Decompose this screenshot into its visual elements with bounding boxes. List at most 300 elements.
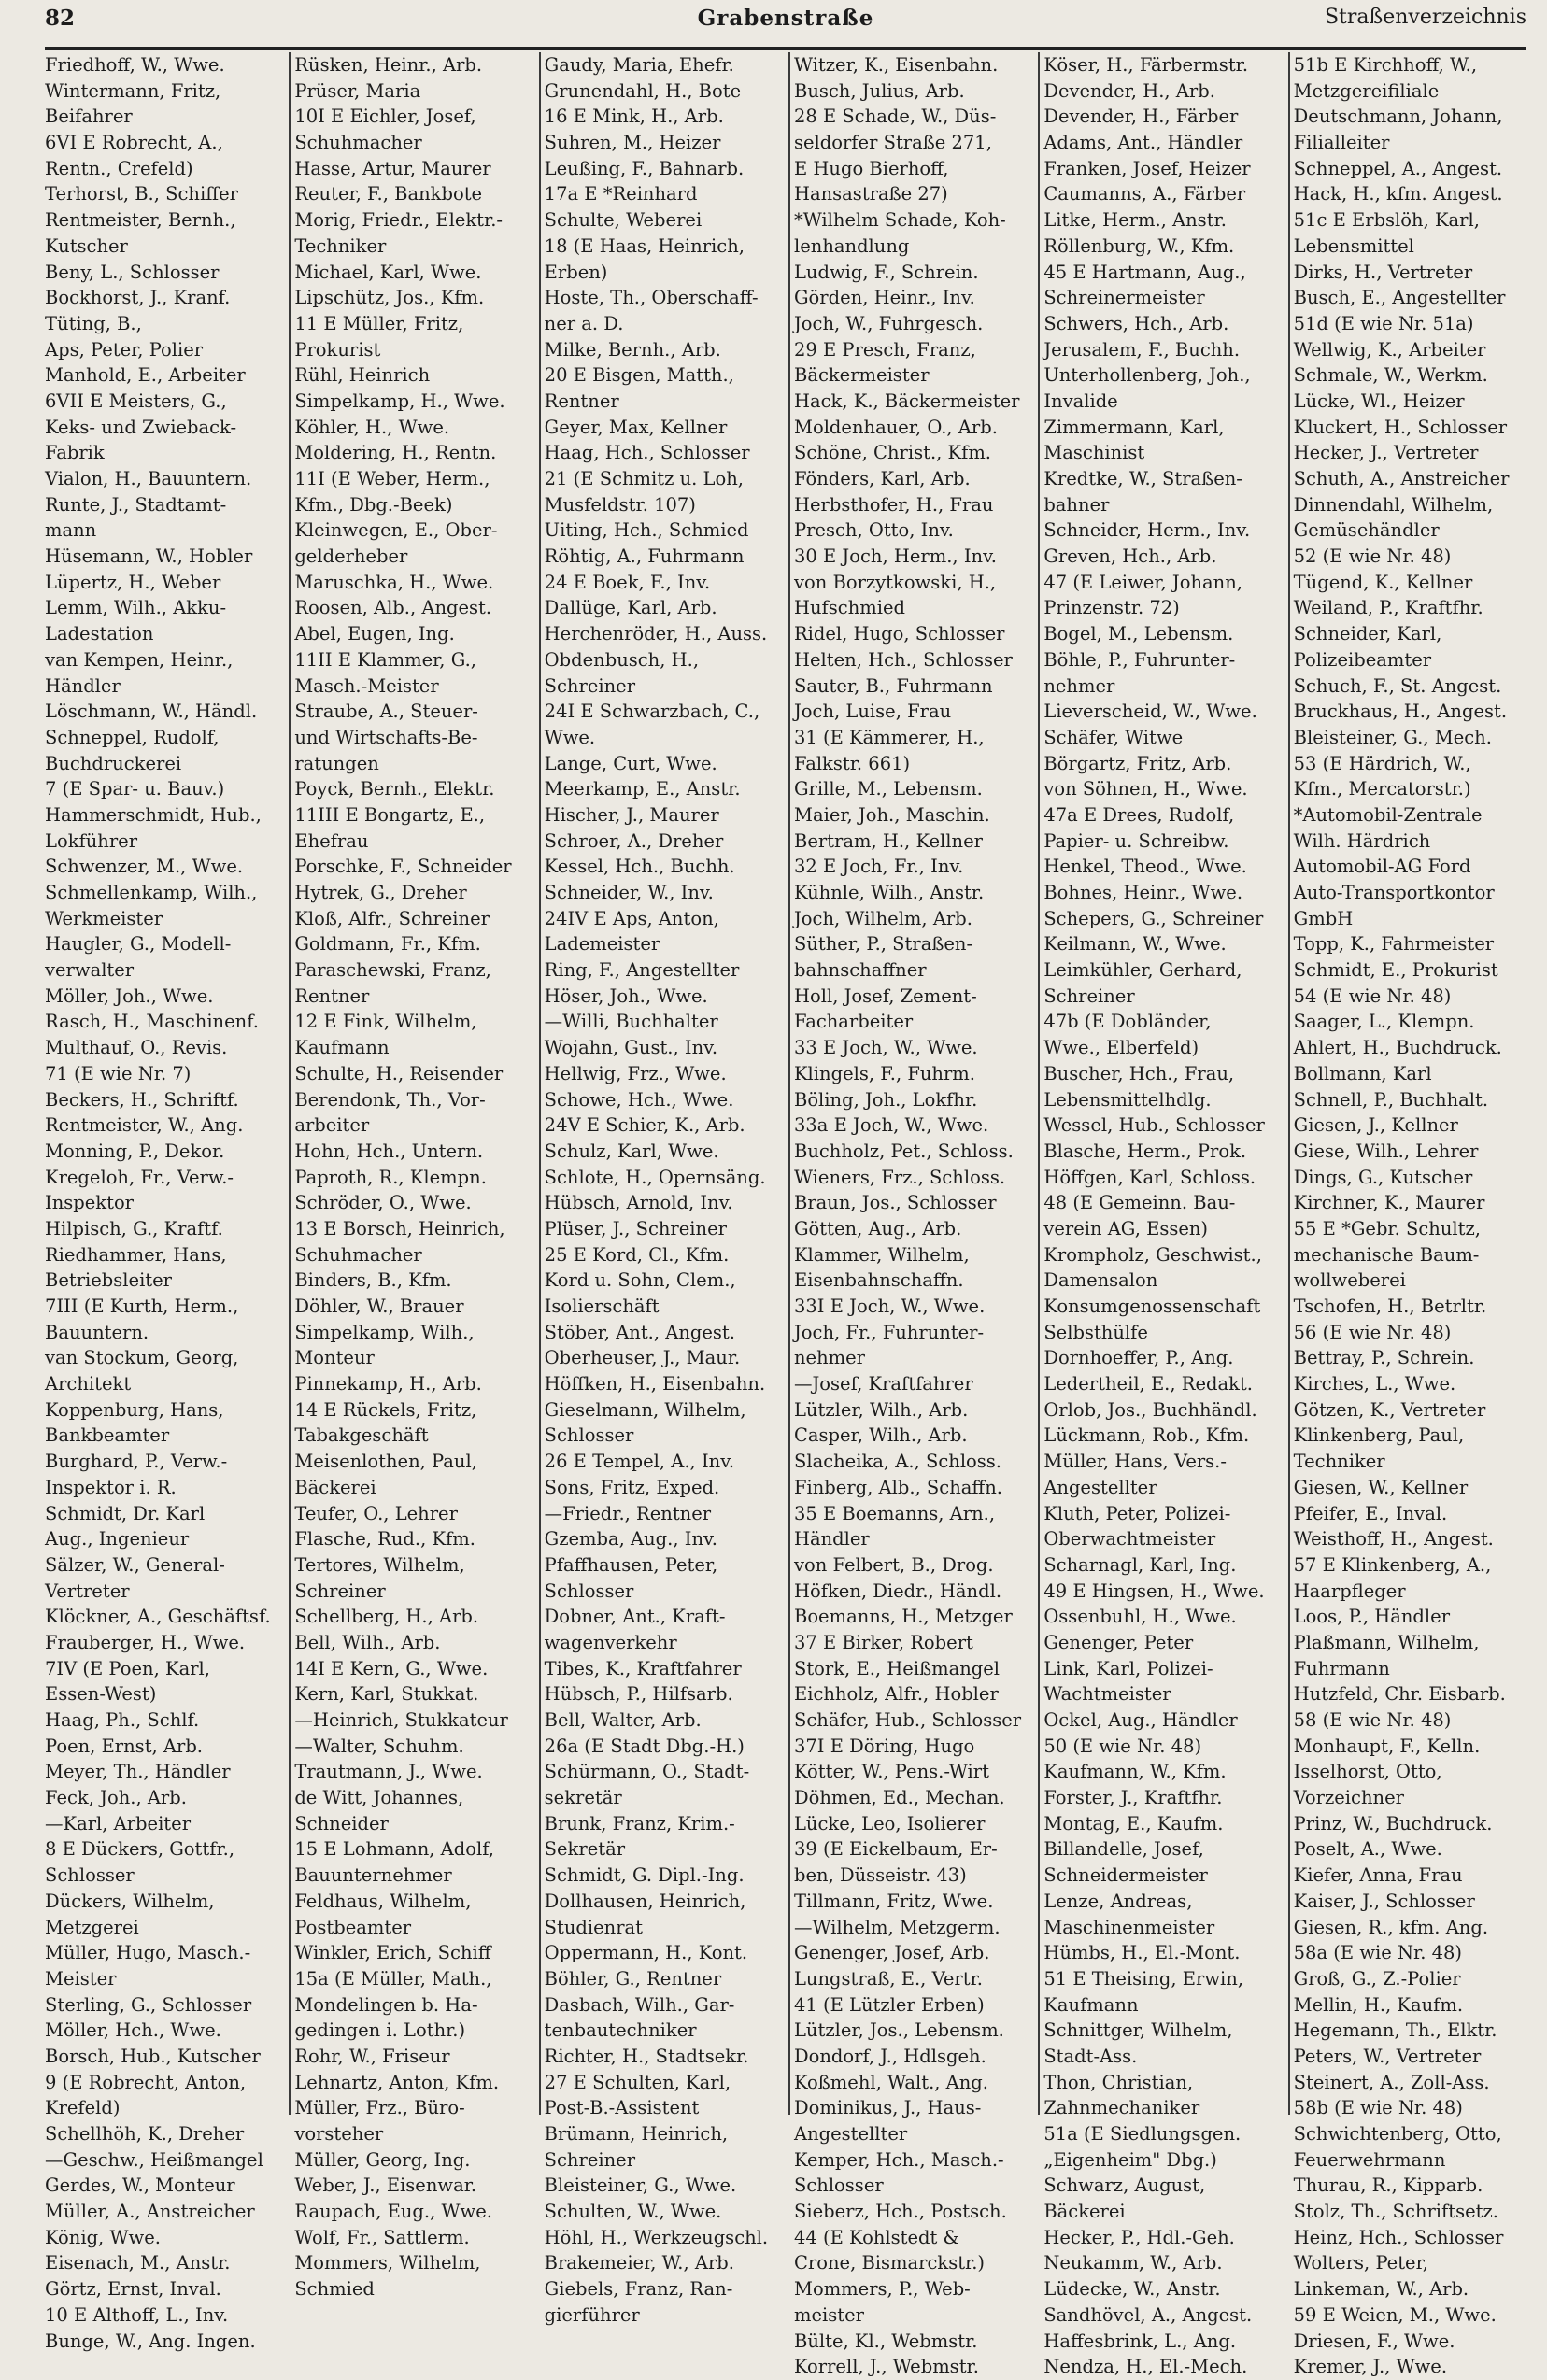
directory-entry-line: Post-B.-Assistent [544, 2097, 700, 2119]
directory-entry-line: Bohnes, Heinr., Wwe. [1043, 882, 1243, 903]
directory-entry-line: Feuerwehrmann [1293, 2148, 1446, 2171]
directory-entry-line: Jerusalem, F., Buchh. [1043, 338, 1241, 361]
directory-entry-line: Monhaupt, F., Kelln. [1293, 1735, 1481, 1757]
directory-entry-line: Bülte, Kl., Webmstr. [793, 2330, 978, 2352]
directory-entry-line: Mommers, P., Web- [793, 2278, 971, 2301]
directory-entry-line: Wintermann, Fritz, [45, 79, 221, 102]
directory-entry-line: Schöne, Christ., Kfm. [793, 442, 992, 464]
directory-entry-line: Multhauf, O., Revis. [45, 1037, 228, 1059]
directory-entry-line: Zimmermann, Karl, [1043, 416, 1225, 438]
directory-entry-line: Schuhmacher [294, 132, 422, 154]
directory-entry-line: Gzemba, Aug., Inv. [544, 1528, 717, 1551]
directory-entry-line: Orlob, Jos., Buchhändl. [1043, 1398, 1257, 1421]
directory-entry-line: Müller, Hugo, Masch.- [45, 1942, 251, 1964]
directory-entry-line: *Wilhelm Schade, Koh- [793, 209, 1006, 232]
directory-entry-line: Höffgen, Karl, Schloss. [1043, 1166, 1256, 1188]
directory-entry-line: Fönders, Karl, Arb. [793, 468, 971, 489]
directory-entry-line: Falkstr. 661) [793, 752, 911, 774]
directory-entry-line: Fabrik [45, 442, 105, 464]
directory-entry-line: 59 E Weien, M., Wwe. [1293, 2303, 1497, 2326]
directory-entry-line: Haag, Hch., Schlosser [544, 442, 750, 464]
directory-entry-line: Götten, Aug., Arb. [793, 1217, 962, 1240]
page-header [45, 4, 1526, 39]
directory-entry-line: Joch, Wilhelm, Arb. [793, 907, 972, 929]
directory-entry-line: Paraschewski, Franz, [294, 959, 491, 982]
directory-entry-line: Buchholz, Pet., Schloss. [793, 1140, 1014, 1162]
directory-entry-line: Grunendahl, H., Bote [544, 79, 742, 102]
directory-entry-line: Studienrat [544, 1916, 644, 1938]
directory-entry-line: Kessel, Hch., Buchh. [544, 856, 735, 878]
directory-entry-line: 21 (E Schmitz u. Loh, [544, 468, 744, 489]
directory-entry-line: Bollmann, Karl [1293, 1062, 1432, 1084]
directory-entry-line: Dornhoeffer, P., Ang. [1043, 1347, 1234, 1369]
directory-entry-line: Schmidt, G. Dipl.-Ing. [544, 1864, 745, 1887]
directory-entry-line: Schmellenkamp, Wilh., [45, 882, 258, 903]
directory-entry-line: Müller, Georg, Ing. [294, 2148, 471, 2171]
directory-entry-line: Bell, Walter, Arb. [544, 1709, 702, 1731]
directory-entry-line: Lückmann, Rob., Kfm. [1043, 1424, 1250, 1447]
directory-entry-line: Kleinwegen, E., Ober- [294, 519, 498, 542]
directory-entry-line: Prüser, Maria [294, 79, 421, 102]
directory-entry-line: Terhorst, B., Schiffer [45, 183, 238, 205]
directory-entry-line: 48 (E Gemeinn. Bau- [1043, 1192, 1236, 1214]
directory-entry-line: Devender, H., Färber [1043, 106, 1239, 128]
directory-entry-line: Kern, Karl, Stukkat. [294, 1683, 479, 1706]
directory-entry-line: Abel, Eugen, Ing. [294, 623, 455, 645]
directory-entry-line: Wolf, Fr., Sattlerm. [294, 2226, 470, 2248]
directory-entry-line: Schlosser [544, 1580, 634, 1602]
directory-entry-line: Meisenlothen, Paul, [294, 1451, 477, 1473]
directory-entry-line: Presch, Otto, Inv. [793, 519, 954, 542]
directory-entry-line: Techniker [294, 234, 387, 257]
directory-entry-line: Milke, Bernh., Arb. [544, 338, 721, 361]
directory-entry-line: Schepers, G., Schreiner [1043, 907, 1264, 929]
directory-entry-line: Gaudy, Maria, Ehefr. [544, 54, 734, 76]
directory-entry-line: Bleisteiner, G., Mech. [1293, 726, 1492, 748]
directory-entry-line: Hack, K., Bäckermeister [793, 390, 1020, 412]
directory-entry-line: Krompholz, Geschwist., [1043, 1243, 1262, 1266]
directory-entry-line: Reuter, F., Bankbote [294, 183, 483, 205]
directory-entry-line: Meerkamp, E., Anstr. [544, 778, 741, 800]
directory-entry-line: Lungstraß, E., Vertr. [793, 1967, 983, 1990]
directory-entry-line: gedingen i. Lothr.) [294, 2019, 466, 2042]
directory-entry-line: Eichholz, Alfr., Hobler [793, 1683, 999, 1706]
directory-entry-line: Hecker, P., Hdl.-Geh. [1043, 2226, 1235, 2248]
directory-entry-line: Lützler, Wilh., Arb. [793, 1398, 969, 1421]
directory-entry-line: Sterling, G., Schlosser [45, 1993, 252, 2016]
directory-entry-line: 14I E Kern, G., Wwe. [294, 1657, 489, 1679]
directory-entry-line: Koßmehl, Walt., Ang. [793, 2071, 988, 2093]
directory-entry-line: Steinert, A., Zoll-Ass. [1293, 2071, 1490, 2093]
directory-entry-line: Kluckert, H., Schlosser [1293, 416, 1508, 438]
directory-entry-line: Holl, Josef, Zement- [793, 985, 977, 1007]
directory-entry-line: Schneppel, Rudolf, [45, 726, 220, 748]
directory-entry-line: Hegemann, Th., Elktr. [1293, 2019, 1497, 2042]
directory-entry-line: mann [45, 519, 97, 542]
directory-entry-line: Poen, Ernst, Arb. [45, 1735, 204, 1757]
directory-entry-line: Schlote, H., Opernsäng. [544, 1166, 766, 1188]
directory-entry-line: Genenger, Peter [1043, 1631, 1194, 1653]
directory-entry-line: Hansastraße 27) [793, 183, 948, 205]
directory-entry-line: von Borzytkowski, H., [793, 571, 997, 593]
directory-entry-line: Herbsthofer, H., Frau [793, 493, 994, 516]
directory-entry-line: 39 (E Eickelbaum, Er- [793, 1838, 998, 1861]
directory-entry-line: Feck, Joh., Arb. [45, 1787, 187, 1809]
directory-entry-line: —Geschw., Heißmangel [45, 2148, 263, 2171]
directory-entry-line: Hübsch, P., Hilfsarb. [544, 1683, 733, 1706]
directory-entry-line: Rentmeister, Bernh., [45, 209, 236, 232]
directory-entry-line: Kutscher [45, 234, 128, 257]
directory-entry-line: Lücke, Wl., Heizer [1293, 390, 1465, 412]
directory-entry-line: 33a E Joch, W., Wwe. [793, 1114, 989, 1137]
directory-entry-line: Konsumgenossenschaft [1043, 1296, 1261, 1317]
directory-entry-line: Burghard, P., Verw.- [45, 1451, 228, 1473]
directory-entry-line: 33 E Joch, W., Wwe. [793, 1037, 978, 1059]
directory-entry-line: Lüpertz, H., Weber [45, 571, 221, 593]
directory-entry-line: Runte, J., Stadtamt- [45, 493, 227, 516]
directory-entry-line: Giesen, J., Kellner [1293, 1114, 1458, 1137]
directory-entry-line: 20 E Bisgen, Matth., [544, 364, 734, 387]
directory-entry-line: Franken, Josef, Heizer [1043, 157, 1251, 179]
directory-entry-line: Ludwig, F., Schrein. [793, 261, 979, 283]
directory-entry-line: Angestellter [793, 2123, 908, 2145]
directory-entry-line: Maruschka, H., Wwe. [294, 571, 494, 593]
section-title: Straßenverzeichnis [1324, 6, 1526, 29]
directory-entry-line: Betriebsleiter [45, 1269, 173, 1292]
directory-entry-line: Schneider, Herm., Inv. [1043, 519, 1251, 542]
directory-entry-line: Sieberz, Hch., Postsch. [793, 2201, 1007, 2223]
directory-entry-line: Böhler, G., Rentner [544, 1967, 722, 1990]
directory-entry-line: 13 E Borsch, Heinrich, [294, 1217, 505, 1240]
directory-entry-line: Wilh. Härdrich [1293, 829, 1431, 852]
directory-entry-line: Hoste, Th., Oberschaff- [544, 287, 759, 309]
directory-entry-line: Selbsthülfe [1043, 1321, 1148, 1343]
directory-entry-line: 29 E Presch, Franz, [793, 338, 976, 361]
directory-entry-line: Rentner [294, 985, 370, 1007]
directory-entry-line: Moldering, H., Rentn. [294, 442, 497, 464]
directory-entry-line: Süther, P., Straßen- [793, 933, 973, 956]
directory-entry-line: Ockel, Aug., Händler [1043, 1709, 1238, 1731]
directory-entry-line: Schürmann, O., Stadt- [544, 1761, 750, 1783]
directory-entry-line: Ahlert, H., Buchdruck. [1293, 1037, 1502, 1059]
directory-entry-line: 37I E Döring, Hugo [793, 1735, 975, 1757]
directory-entry-line: Obdenbusch, H., [544, 648, 700, 671]
directory-entry-line: arbeiter [294, 1114, 370, 1137]
directory-entry-line: Groß, G., Z.-Polier [1293, 1967, 1461, 1990]
directory-entry-line: Raupach, Eug., Wwe. [294, 2201, 492, 2223]
directory-entry-line: Möller, Hch., Wwe. [45, 2019, 221, 2042]
directory-entry-line: Pfaffhausen, Peter, [544, 1553, 718, 1576]
directory-entry-line: 50 (E wie Nr. 48) [1043, 1735, 1202, 1757]
directory-entry-line: Crone, Bismarckstr.) [793, 2252, 986, 2274]
directory-entry-line: Ehefrau [294, 829, 369, 852]
directory-entry-line: Giebels, Franz, Ran- [544, 2278, 733, 2301]
directory-entry-line: Hübsch, Arnold, Inv. [544, 1192, 733, 1214]
directory-entry-line: Kaiser, J., Schlosser [1293, 1890, 1475, 1912]
directory-entry-line: Bogel, M., Lebensm. [1043, 623, 1234, 645]
directory-entry-line: Adams, Ant., Händler [1043, 132, 1243, 154]
directory-entry-line: Meyer, Th., Händler [45, 1761, 231, 1783]
directory-entry-line: Kaufmann [1043, 1993, 1139, 2016]
directory-column [1288, 52, 1538, 2378]
directory-entry-line: Filialleiter [1293, 132, 1390, 154]
directory-entry-line: Braun, Jos., Schlosser [793, 1192, 997, 1214]
directory-entry-line: Haag, Ph., Schlf. [45, 1709, 200, 1731]
directory-entry-line: Morig, Friedr., Elektr.- [294, 209, 503, 232]
directory-entry-line: Schreiner [544, 674, 636, 697]
directory-entry-line: Kord u. Sohn, Clem., [544, 1269, 736, 1292]
directory-entry-line: Roosen, Alb., Angest. [294, 597, 492, 619]
directory-entry-line: Lebensmittelhdlg. [1043, 1088, 1212, 1111]
directory-entry-line: Leußing, F., Bahnarb. [544, 157, 745, 179]
directory-entry-line: Krefeld) [45, 2097, 121, 2119]
directory-entry-line: Höfken, Diedr., Händl. [793, 1580, 1002, 1602]
directory-entry-line: Haugler, G., Modell- [45, 933, 232, 956]
directory-entry-line: Schreiner [294, 1580, 386, 1602]
directory-entry-line: Lücke, Leo, Isolierer [793, 1812, 986, 1835]
directory-entry-line: 30 E Joch, Herm., Inv. [793, 545, 997, 568]
directory-entry-line: Stöber, Ant., Angest. [544, 1321, 735, 1343]
directory-entry-line: Helten, Hch., Schlosser [793, 648, 1013, 671]
directory-entry-line: Hammerschmidt, Hub., [45, 803, 262, 826]
directory-entry-line: Stork, E., Heißmangel [793, 1657, 1001, 1679]
directory-entry-line: Dirks, H., Vertreter [1293, 261, 1473, 283]
directory-entry-line: Tabakgeschäft [294, 1424, 429, 1447]
directory-entry-line: Aps, Peter, Polier [45, 338, 204, 361]
directory-entry-line: von Söhnen, H., Wwe. [1043, 778, 1248, 800]
directory-entry-line: Boemanns, H., Metzger [793, 1606, 1013, 1628]
directory-entry-line: Prinz, W., Buchdruck. [1293, 1812, 1493, 1835]
directory-entry-line: Metzgerei [45, 1916, 139, 1938]
directory-entry-line: 17a E *Reinhard [544, 183, 698, 205]
directory-entry-line: gelderheber [294, 545, 408, 568]
directory-entry-line: —Heinrich, Stukkateur [294, 1709, 508, 1731]
directory-entry-line: Rühl, Heinrich [294, 364, 431, 387]
directory-entry-line: Wellwig, K., Arbeiter [1293, 338, 1486, 361]
directory-entry-line: Schuhmacher [294, 1243, 422, 1266]
directory-entry-line: ratungen [294, 752, 379, 774]
directory-entry-line: Oberheuser, J., Maur. [544, 1347, 741, 1369]
directory-entry-line: Kloß, Alfr., Schreiner [294, 907, 490, 929]
directory-entry-line: —Walter, Schuhm. [294, 1735, 464, 1757]
directory-entry-line: Auto-Transportkontor [1293, 882, 1495, 903]
directory-entry-line: 31 (E Kämmerer, H., [793, 726, 985, 748]
directory-entry-line: Ridel, Hugo, Schlosser [793, 623, 1005, 645]
directory-entry-line: 16 E Mink, H., Arb. [544, 106, 724, 128]
directory-entry-line: Götzen, K., Vertreter [1293, 1398, 1486, 1421]
directory-entry-line: 27 E Schulten, Karl, [544, 2071, 731, 2093]
directory-entry-line: Kredtke, W., Straßen- [1043, 468, 1242, 489]
directory-entry-line: 25 E Kord, Cl., Kfm. [544, 1243, 730, 1266]
directory-entry-line: Finberg, Alb., Schaffn. [793, 1476, 1003, 1498]
directory-entry-line: Vialon, H., Bauuntern. [45, 468, 252, 489]
directory-entry-line: Schneider, Karl, [1293, 623, 1442, 645]
directory-entry-line: Kaufmann, W., Kfm. [1043, 1761, 1227, 1783]
directory-entry-line: Ring, F., Angestellter [544, 959, 740, 982]
directory-entry-line: Brakemeier, W., Arb. [544, 2252, 734, 2274]
directory-entry-line: meister [793, 2303, 864, 2326]
directory-column [45, 52, 289, 2352]
directory-entry-line: Hack, H., kfm. Angest. [1293, 183, 1503, 205]
directory-entry-line: Winkler, Erich, Schiff [294, 1942, 491, 1964]
directory-entry-line: Böling, Joh., Lokfhr. [793, 1088, 978, 1111]
directory-entry-line: Bankbeamter [45, 1424, 170, 1447]
directory-entry-line: Oppermann, H., Kont. [544, 1942, 748, 1964]
directory-entry-line: Höser, Joh., Wwe. [544, 985, 708, 1007]
directory-entry-line: Bauunternehmer [294, 1864, 452, 1887]
directory-entry-line: Musfeldstr. 107) [544, 493, 696, 516]
directory-entry-line: Rasch, H., Maschinenf. [45, 1011, 259, 1033]
directory-entry-line: Unterhollenberg, Joh., [1043, 364, 1251, 387]
directory-entry-line: 49 E Hingsen, H., Wwe. [1043, 1580, 1265, 1602]
directory-entry-line: Loos, P., Händler [1293, 1606, 1451, 1628]
directory-entry-line: Joch, W., Fuhrgesch. [793, 312, 984, 334]
directory-entry-line: 51b E Kirchhoff, W., [1293, 54, 1478, 76]
directory-entry-line: Röllenburg, W., Kfm. [1043, 234, 1235, 257]
directory-entry-line: Dominikus, J., Haus- [793, 2097, 982, 2119]
directory-entry-line: Papier- u. Schreibw. [1043, 829, 1229, 852]
directory-entry-line: seldorfer Straße 271, [793, 132, 992, 154]
directory-entry-line: Suhren, M., Heizer [544, 132, 721, 154]
directory-entry-line: Kremer, J., Wwe. [1293, 2356, 1448, 2378]
directory-entry-line: sekretär [544, 1787, 622, 1809]
directory-entry-line: Schellberg, H., Arb. [294, 1606, 479, 1628]
directory-entry-line: Automobil-AG Ford [1293, 856, 1471, 878]
directory-entry-line: Rentner [544, 390, 619, 412]
directory-entry-line: Teufer, O., Lehrer [294, 1502, 458, 1524]
directory-entry-line: Aug., Ingenieur [45, 1528, 190, 1551]
directory-entry-line: —Friedr., Rentner [544, 1502, 712, 1524]
directory-entry-line: 51d (E wie Nr. 51a) [1293, 312, 1474, 334]
directory-entry-line: Joch, Fr., Fuhrunter- [793, 1321, 985, 1343]
directory-entry-line: Schwichtenberg, Otto, [1293, 2123, 1502, 2145]
directory-entry-line: Maschinist [1043, 442, 1145, 464]
directory-entry-line: GmbH [1293, 907, 1354, 929]
directory-entry-line: Fuhrmann [1293, 1657, 1390, 1679]
directory-entry-line: Eisenach, M., Anstr. [45, 2252, 231, 2274]
directory-entry-line: Schmied [294, 2278, 375, 2301]
directory-entry-line: 51 E Theising, Erwin, [1043, 1967, 1244, 1990]
directory-entry-line: Feldhaus, Wilhelm, [294, 1890, 472, 1912]
directory-entry-line: Damensalon [1043, 1269, 1158, 1292]
directory-entry-line: 15 E Lohmann, Adolf, [294, 1838, 494, 1861]
directory-entry-line: Meister [45, 1967, 117, 1990]
directory-entry-line: Dings, G., Kutscher [1293, 1166, 1473, 1188]
directory-entry-line: Wwe. [544, 726, 596, 748]
directory-entry-line: Weber, J., Eisenwar. [294, 2175, 477, 2197]
directory-entry-line: Maier, Joh., Maschin. [793, 803, 990, 826]
directory-entry-line: Brümann, Heinrich, [544, 2123, 729, 2145]
directory-entry-line: 26 E Tempel, A., Inv. [544, 1451, 735, 1473]
directory-entry-line: Forster, J., Kraftfhr. [1043, 1787, 1223, 1809]
directory-entry-line: Peters, W., Vertreter [1293, 2045, 1482, 2067]
directory-entry-line: Lieverscheid, W., Wwe. [1043, 701, 1257, 723]
directory-entry-line: Uiting, Hch., Schmied [544, 519, 749, 542]
directory-entry-line: Löschmann, W., Händl. [45, 701, 258, 723]
directory-entry-line: 8 E Dückers, Gottfr., [45, 1838, 235, 1861]
directory-entry-line: Händler [793, 1528, 870, 1551]
directory-entry-line: Hischer, J., Maurer [544, 803, 719, 826]
directory-entry-line: Schmidt, Dr. Karl [45, 1502, 206, 1524]
directory-entry-line: 10I E Eichler, Josef, [294, 106, 476, 128]
directory-entry-line: Kluth, Peter, Polizei- [1043, 1502, 1231, 1524]
directory-entry-line: Witzer, K., Eisenbahn. [793, 54, 999, 76]
directory-entry-line: ben, Düsseistr. 43) [793, 1864, 967, 1887]
directory-entry-line: Höhl, H., Werkzeugschl. [544, 2226, 769, 2248]
directory-entry-line: Schneppel, A., Angest. [1293, 157, 1503, 179]
directory-entry-line: 45 E Hartmann, Aug., [1043, 261, 1246, 283]
directory-entry-line: Schäfer, Witwe [1043, 726, 1184, 748]
directory-entry-line: 58a (E wie Nr. 48) [1293, 1942, 1463, 1964]
directory-entry-line: Erben) [544, 261, 608, 283]
directory-entry-line: Geyer, Max, Kellner [544, 416, 728, 438]
directory-entry-line: wagenverkehr [544, 1631, 677, 1653]
directory-entry-line: Lenze, Andreas, [1043, 1890, 1193, 1912]
directory-column [788, 52, 1038, 2378]
directory-entry-line: Bockhorst, J., Kranf. [45, 287, 231, 309]
directory-entry-line: Lademeister [544, 933, 660, 956]
directory-entry-line: Link, Karl, Polizei- [1043, 1657, 1213, 1679]
directory-entry-line: Bäckerei [294, 1476, 376, 1498]
directory-entry-line: Döhmen, Ed., Mechan. [793, 1787, 1005, 1809]
street-title: Grabenstraße [697, 6, 874, 31]
directory-entry-line: Binders, B., Kfm. [294, 1269, 452, 1292]
directory-entry-line: von Felbert, B., Drog. [793, 1553, 994, 1576]
directory-entry-line: 24V E Schier, K., Arb. [544, 1114, 745, 1137]
directory-entry-line: Beckers, H., Schriftf. [45, 1088, 239, 1111]
directory-entry-line: Weisthoff, H., Angest. [1293, 1528, 1494, 1551]
directory-entry-line: Giesen, R., kfm. Ang. [1293, 1916, 1489, 1938]
directory-entry-line: Stadt-Ass. [1043, 2045, 1138, 2067]
directory-entry-line: „Eigenheim" Dbg.) [1043, 2148, 1217, 2171]
directory-entry-line: —Josef, Kraftfahrer [793, 1373, 973, 1395]
directory-entry-line: Schneider [294, 1812, 389, 1835]
directory-entry-line: *Automobil-Zentrale [1293, 803, 1483, 826]
directory-entry-line: Friedhoff, W., Wwe. [45, 54, 225, 76]
directory-entry-line: 7III (E Kurth, Herm., [45, 1296, 239, 1317]
directory-entry-line: Haarpfleger [1293, 1580, 1406, 1602]
directory-entry-line: Sons, Fritz, Exped. [544, 1476, 720, 1498]
directory-entry-line: Poyck, Bernh., Elektr. [294, 778, 495, 800]
directory-entry-line: Buchdruckerei [45, 752, 182, 774]
directory-entry-line: Porschke, F., Schneider [294, 856, 512, 878]
directory-entry-line: Lemm, Wilh., Akku- [45, 597, 227, 619]
directory-entry-line: Prokurist [294, 338, 381, 361]
directory-entry-line: Bäckerei [1043, 2201, 1126, 2223]
directory-entry-line: 47b (E Dobländer, [1043, 1011, 1212, 1033]
directory-entry-line: Tibes, K., Kraftfahrer [544, 1657, 742, 1679]
directory-entry-line: Dückers, Wilhelm, [45, 1890, 215, 1912]
directory-entry-line: 51a (E Siedlungsgen. [1043, 2123, 1242, 2145]
directory-entry-line: Haffesbrink, L., Ang. [1043, 2330, 1237, 2352]
directory-entry-line: 54 (E wie Nr. 48) [1293, 985, 1452, 1007]
directory-entry-line: bahner [1043, 493, 1110, 516]
directory-entry-line: Beny, L., Schlosser [45, 261, 220, 283]
directory-entry-line: Maschinenmeister [1043, 1916, 1215, 1938]
directory-entry-line: 55 E *Gebr. Schultz, [1293, 1217, 1481, 1240]
directory-entry-line: Tillmann, Fritz, Wwe. [793, 1890, 994, 1912]
directory-entry-line: Vertreter [45, 1580, 130, 1602]
directory-entry-line: Schulte, H., Reisender [294, 1062, 504, 1084]
directory-entry-line: Sekretär [544, 1838, 626, 1861]
directory-entry-line: Kiefer, Anna, Frau [1293, 1864, 1463, 1887]
directory-entry-line: Grille, M., Lebensm. [793, 778, 983, 800]
directory-entry-line: Berendonk, Th., Vor- [294, 1088, 486, 1111]
directory-entry-line: 56 (E wie Nr. 48) [1293, 1321, 1452, 1343]
directory-entry-line: Köser, H., Färbermstr. [1043, 54, 1249, 76]
directory-entry-line: Plaßmann, Wilhelm, [1293, 1631, 1480, 1653]
directory-entry-line: Döhler, W., Brauer [294, 1296, 464, 1317]
